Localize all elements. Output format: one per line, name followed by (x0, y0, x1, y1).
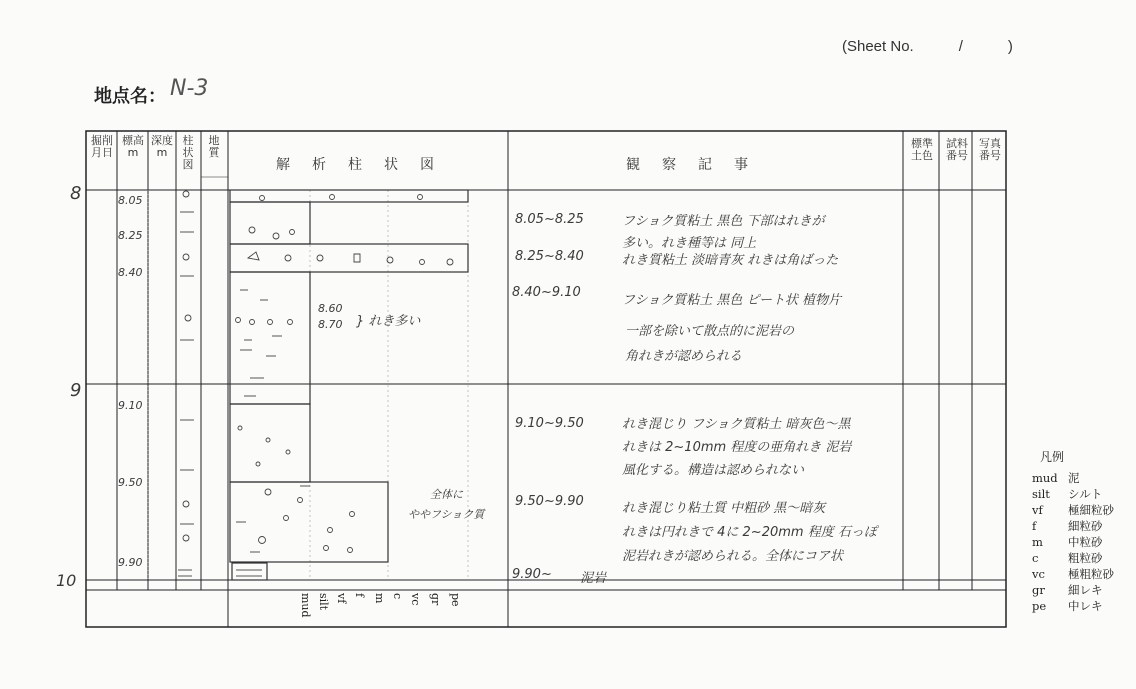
grain-size-label: vf (335, 593, 348, 604)
legend-item (1032, 566, 1132, 582)
legend-code: silt (1032, 487, 1050, 501)
annotation-line: 全体に (430, 488, 463, 501)
legend-code: gr (1032, 583, 1045, 597)
margin-mark: 8 (70, 183, 82, 204)
grain-size-label: vc (409, 593, 422, 606)
legend-item (1032, 470, 1132, 486)
header-depth: 深度m (151, 134, 173, 159)
obs-range: 8.05~8.25 (515, 212, 584, 227)
grain-size-label: mud (299, 593, 312, 618)
legend-name: 極粗粒砂 (1068, 567, 1114, 581)
obs-range: 9.50~9.90 (515, 494, 584, 509)
legend-item (1032, 598, 1132, 614)
obs-line: 泥岩れきが認められる。全体にコア状 (622, 549, 844, 564)
header-observation: 観察記事 (626, 157, 770, 173)
legend-code: vf (1032, 503, 1043, 517)
obs-range: 8.25~8.40 (515, 249, 584, 264)
legend-item (1032, 518, 1132, 534)
depth-mark: 9.90 (118, 556, 143, 569)
legend-code: c (1032, 551, 1039, 565)
legend-name: 細粒砂 (1068, 519, 1103, 533)
site-name-value: N-3 (170, 76, 209, 101)
legend-name: 中粒砂 (1068, 535, 1103, 549)
legend-name: シルト (1068, 487, 1103, 501)
legend-code: f (1032, 519, 1037, 533)
header-soil-color: 標準土色 (911, 137, 933, 162)
obs-line: れきは円れきで 4に 2~20mm 程度 石っぽ (622, 525, 877, 540)
legend-code: pe (1032, 599, 1047, 613)
obs-range: 9.90~ (512, 567, 552, 582)
legend-name: 粗粒砂 (1068, 551, 1103, 565)
site-name-label: 地点名： (94, 86, 166, 107)
obs-line: フショク質粘土 黒色 ピート状 植物片 (622, 293, 842, 308)
legend-item (1032, 534, 1132, 550)
depth-mark: 8.40 (118, 266, 143, 279)
depth-mark: 8.25 (118, 229, 143, 242)
legend-item (1032, 486, 1132, 502)
depth-mark: 9.50 (118, 476, 143, 489)
header-geology: 地質 (208, 134, 220, 159)
analysis-note: 8.60 (318, 302, 343, 315)
legend-code: m (1032, 535, 1043, 549)
analysis-note: } れき多い (356, 314, 421, 329)
legend-code: mud (1032, 471, 1058, 485)
obs-line: 一部を除いて散点的に泥岩の (625, 324, 795, 339)
header-dig-date: 掘削月日 (91, 134, 113, 159)
grain-size-label: pe (449, 593, 462, 607)
grain-size-label: silt (317, 593, 330, 611)
legend-name: 泥 (1068, 471, 1080, 485)
legend-name: 中レキ (1068, 599, 1103, 613)
legend (1032, 470, 1132, 614)
obs-line: 多い。れき種等は 同上 (622, 236, 757, 251)
header-elevation: 標高m (122, 134, 144, 159)
annotation-line: ややフショク質 (408, 508, 485, 521)
legend-code: vc (1032, 567, 1045, 581)
legend-item (1032, 502, 1132, 518)
legend-title: 凡例 (1040, 450, 1065, 464)
margin-mark: 9 (70, 380, 82, 401)
grain-size-label: f (353, 593, 366, 598)
obs-line: れき混じり粘土質 中粗砂 黒～暗灰 (622, 501, 826, 516)
legend-name: 細レキ (1068, 583, 1103, 597)
header-photo-number: 写真番号 (979, 137, 1001, 162)
depth-mark: 9.10 (118, 399, 143, 412)
header-column-diagram: 柱状図 (182, 134, 194, 171)
obs-line: 泥岩 (580, 571, 607, 586)
grain-size-label: m (373, 593, 386, 604)
grain-size-label: c (391, 593, 404, 600)
analysis-note: 8.70 (318, 318, 343, 331)
depth-mark: 8.05 (118, 194, 143, 207)
header-sample-number: 試料番号 (946, 137, 968, 162)
obs-range: 9.10~9.50 (515, 416, 584, 431)
obs-line: 風化する。構造は認められない (622, 463, 805, 478)
margin-mark: 10 (56, 571, 77, 590)
legend-item (1032, 550, 1132, 566)
legend-item (1032, 582, 1132, 598)
grain-size-label: gr (429, 593, 442, 606)
sheet-number: (Sheet No. / ) (842, 38, 1013, 55)
obs-range: 8.40~9.10 (512, 285, 581, 300)
header-analysis-column: 解析柱状図 (276, 157, 456, 173)
obs-line: れきは 2~10mm 程度の亜角れき 泥岩 (622, 440, 852, 455)
obs-line: 角れきが認められる (625, 349, 743, 364)
obs-line: れき質粘土 淡暗青灰 れきは角ばった (622, 253, 839, 268)
obs-line: フショク質粘土 黒色 下部はれきが (622, 214, 825, 229)
obs-line: れき混じり フショク質粘土 暗灰色～黒 (622, 417, 851, 432)
legend-name: 極細粒砂 (1068, 503, 1114, 517)
